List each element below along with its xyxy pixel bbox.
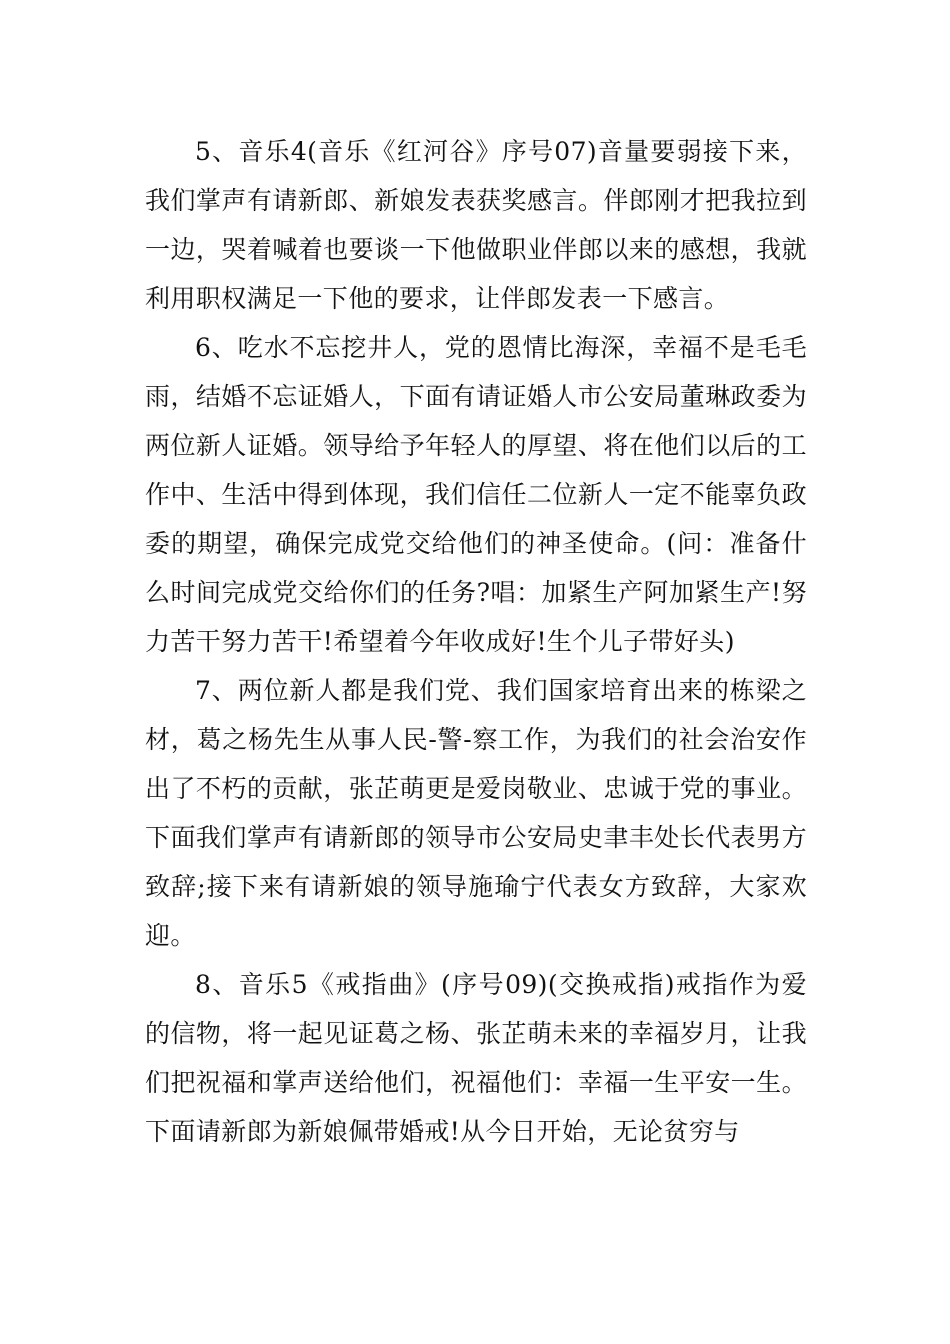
paragraph-5: 5、音乐4(音乐《红河谷》序号07)音量要弱接下来，我们掌声有请新郎、新娘发表获奖感言。伴郎刚才把我拉到一边，哭着喊着也要谈一下他做职业伴郎以来的感想，我就利用职权满足一下他的要求，让伴郎发表一下感言。 (145, 137, 807, 313)
paragraph-7: 7、两位新人都是我们党、我们国家培育出来的栋梁之材，葛之杨先生从事人民-警-察工作，为我们的社会治安作出了不朽的贡献，张芷萌更是爱岗敬业、忠诚于党的事业。下面我们掌声有请新郎的领导市公安局史聿丰处长代表男方致辞;接下来有请新娘的领导施瑜宁代表女方致辞，大家欢迎。 (145, 676, 807, 950)
paragraph-8: 8、音乐5《戒指曲》(序号09)(交换戒指)戒指作为爱的信物，将一起见证葛之杨、张芷萌未来的幸福岁月，让我们把祝福和掌声送给他们，祝福他们：幸福一生平安一生。下面请新郎为新娘佩带婚戒!从今日开始，无论贫穷与 (145, 970, 807, 1146)
paragraph-6: 6、吃水不忘挖井人，党的恩情比海深，幸福不是毛毛雨，结婚不忘证婚人，下面有请证婚人市公安局董琳政委为两位新人证婚。领导给予年轻人的厚望、将在他们以后的工作中、生活中得到体现，我们信任二位新人一定不能辜负政委的期望，确保完成党交给他们的神圣使命。(问：准备什么时间完成党交给你们的任务?唱：加紧生产阿加紧生产!努力苦干努力苦干!希望着今年收成好!生个儿子带好头) (145, 333, 807, 656)
document-body (145, 127, 807, 1156)
